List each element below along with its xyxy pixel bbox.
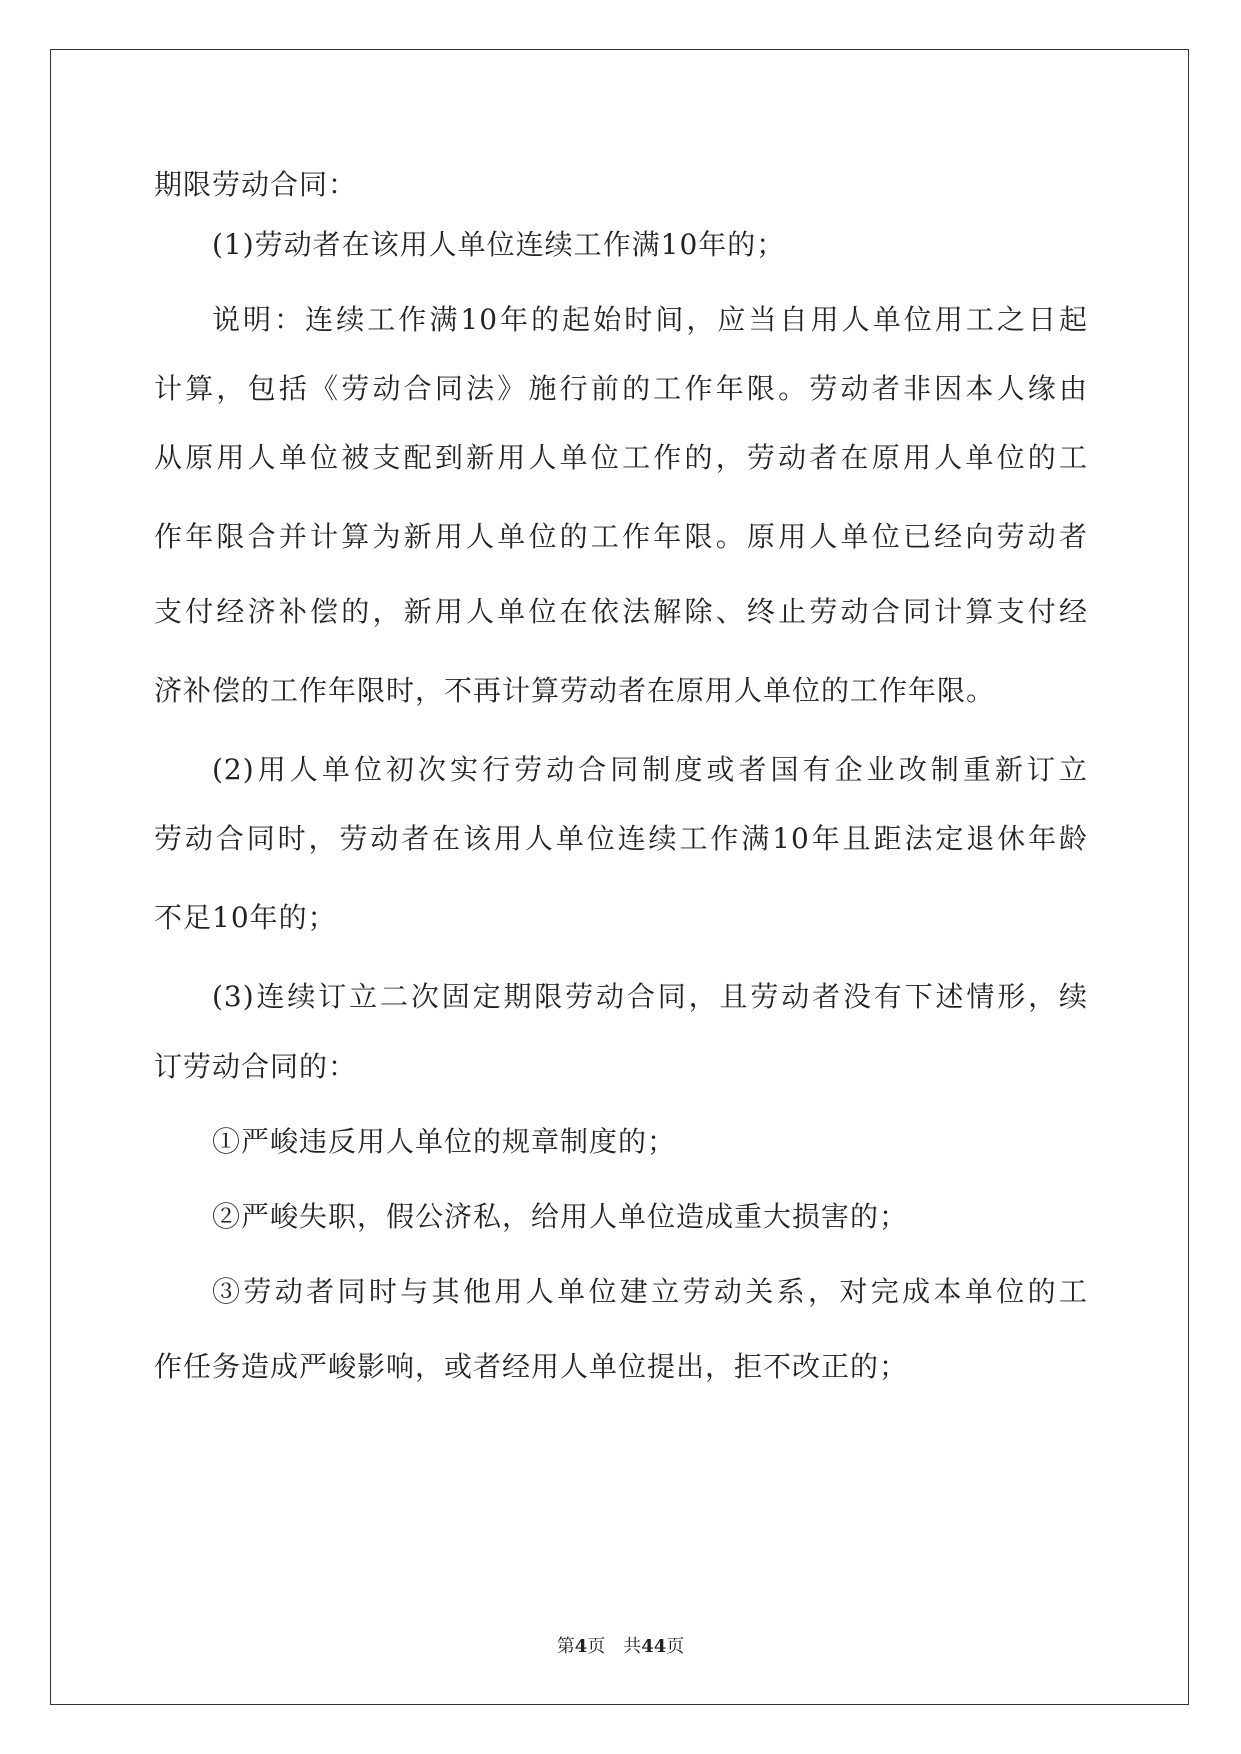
text-line: ②严峻失职，假公济私，给用人单位造成重大损害的； (212, 1200, 909, 1233)
text-line: 劳动合同时，劳动者在该用人单位连续工作满10年且距法定退休年龄 (154, 822, 1088, 855)
text-line: 订劳动合同的： (154, 1050, 358, 1083)
current-page-number: 4 (574, 1636, 588, 1657)
text-line: (3)连续订立二次固定期限劳动合同，且劳动者没有下述情形，续 (212, 980, 1088, 1013)
text-line: 作任务造成严峻影响，或者经用人单位提出，拒不改正的； (154, 1350, 909, 1383)
text-line: 作年限合并计算为新用人单位的工作年限。原用人单位已经向劳动者 (154, 520, 1088, 553)
text-line: 期限劳动合同： (154, 168, 358, 201)
text-line: 从原用人单位被支配到新用人单位工作的，劳动者在原用人单位的工 (154, 441, 1088, 474)
text-line: 计算，包括《劳动合同法》施行前的工作年限。劳动者非因本人缘由 (154, 372, 1088, 405)
page-suffix: 页 (587, 1636, 606, 1657)
text-line: 济补偿的工作年限时，不再计算劳动者在原用人单位的工作年限。 (154, 674, 996, 707)
total-prefix: 共 (623, 1636, 642, 1657)
text-line: 说明：连续工作满10年的起始时间，应当自用人单位用工之日起 (212, 303, 1088, 336)
text-line: ①严峻违反用人单位的规章制度的； (212, 1125, 677, 1158)
text-line: 不足10年的； (154, 901, 337, 934)
page-prefix: 第 (556, 1636, 575, 1657)
page-border (50, 49, 1189, 1705)
text-line: 支付经济补偿的，新用人单位在依法解除、终止劳动合同计算支付经 (154, 595, 1088, 628)
total-page-count: 44 (641, 1636, 667, 1657)
page-footer (0, 1632, 1241, 1658)
total-suffix: 页 (666, 1636, 685, 1657)
text-line: (1)劳动者在该用人单位连续工作满10年的； (212, 228, 786, 261)
text-line: ③劳动者同时与其他用人单位建立劳动关系，对完成本单位的工 (212, 1275, 1088, 1308)
text-line: (2)用人单位初次实行劳动合同制度或者国有企业改制重新订立 (212, 753, 1088, 786)
